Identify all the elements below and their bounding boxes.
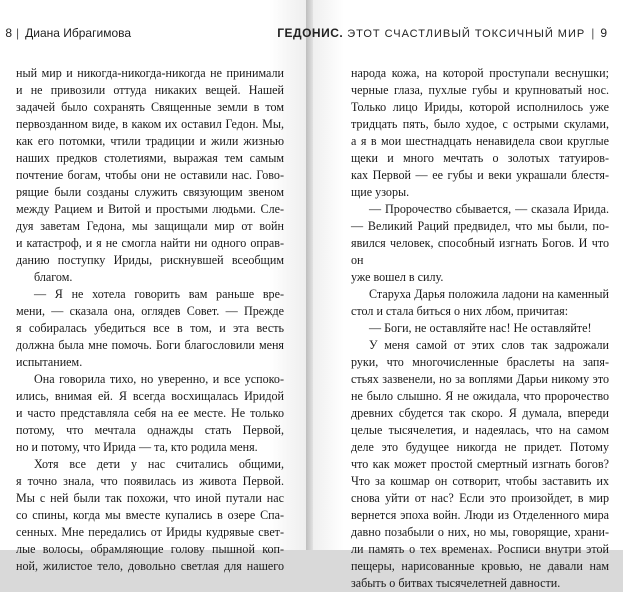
left-page (0, 0, 306, 573)
text-line: наших предков столетиями, выражая тем самым (16, 151, 284, 165)
text-line: — Я не хотела говорить вам раньше вре- (34, 287, 284, 301)
right-page-number: 9 (600, 26, 607, 40)
text-line: Старуха Дарья положила ладони на каменный (369, 287, 609, 301)
text-line: явился человек, способный изгнать Богов. И что он (351, 236, 609, 267)
text-line: но и потому, что Ирида — та, кто родила меня. (16, 440, 258, 454)
text-line: я точно знала, что появилась из живота Первой. (16, 474, 284, 488)
text-line: забыть о битвах тысячелетней давности. (351, 576, 561, 590)
text-line: Она говорила тихо, но уверенно, и все успоко- (34, 372, 284, 386)
text-line: ли память о тех временах. Росписи внутри этой (351, 542, 609, 556)
text-line: Только лицо Ириды, которой исполнилось уже (351, 100, 609, 114)
header-separator: | (16, 26, 20, 40)
text-line: задачей было сохранять Священные земли в том (16, 100, 284, 114)
right-page-body (351, 65, 609, 592)
text-line: — Пророчество сбывается, — сказала Ирида. (369, 202, 609, 216)
text-line: щеки и много мечтать о золотых татуиров- (351, 151, 609, 165)
text-line: — Боги, не оставляйте нас! Не оставляйте! (369, 321, 592, 335)
text-line: давно позабыли о них, но мы, говорящие, храни- (351, 525, 609, 539)
text-line: испытанием. (16, 355, 83, 369)
text-line: стол и стала биться о них лбом, причитая: (351, 304, 569, 318)
text-line: лые волосы, обрамляющие голову пышной коп- (16, 542, 284, 556)
text-line: деле это будущее никогда не придет. Потому (351, 440, 609, 454)
text-line: Хотя все дети у нас считались общими, (34, 457, 284, 471)
book-title: ГЕДОНИС. (277, 26, 344, 40)
text-line: целые тысячелетия, и надеялась, что на самом (351, 423, 609, 437)
text-line: благом. (34, 270, 73, 284)
text-line: уже вошел в силу. (351, 270, 444, 284)
text-line: — Великий Раций предвидел, что мы были, по- (351, 219, 609, 233)
text-line: щие узоры. (351, 185, 410, 199)
text-line: данию поступку Ириды, рискнувшей всеобщим (16, 253, 284, 267)
text-line: не было слышно. Я не ожидала, что пророчество (351, 389, 609, 403)
text-line: дуя заветам Гедона, мы защищали мир от войн (16, 219, 284, 233)
text-line: сенных. Мне передались от Ириды кудрявые свет- (16, 525, 284, 539)
author-name: Диана Ибрагимова (25, 26, 132, 40)
text-line: древних сбудется так скоро. Я думала, впереди (351, 406, 609, 420)
text-line: ной, жилистое тело, довольно светлая для нашего (16, 559, 284, 573)
text-line: руки, что многочисленные браслеты на запя- (351, 355, 609, 369)
text-line: снова уйти от нас? Если это произойдет, в мир (351, 491, 609, 505)
text-line: почтение богам, чтобы они не оставили нас. Гово- (16, 168, 284, 182)
text-line: я собиралась убедиться все в том, и эта весть (16, 321, 284, 335)
text-line: тридцать пять, было худое, с острыми скулами, (351, 117, 609, 131)
text-line: черные глаза, пухлые губы и крупноватый нос. (351, 83, 609, 97)
text-line: а я в мои шестнадцать ненавидела свои круглые (351, 134, 609, 148)
text-line: У меня самой от этих слов так задрожали (369, 338, 609, 352)
book-gutter (306, 0, 313, 550)
left-page-body (16, 65, 284, 575)
text-line: и катастроф, и я не смогла найти ни одного оправ- (16, 236, 284, 250)
text-line: ках Первой — ее губы и веки украшали блестя- (351, 168, 609, 182)
left-running-header (0, 26, 131, 40)
text-line: рящие были созданы служить связующим звеном (16, 185, 284, 199)
text-line: потому, что мечтала однажды стать Первой, (16, 423, 284, 437)
text-line: со спины, когда мы вместе купались в озере Спа- (16, 508, 284, 522)
left-page-number: 8 (5, 26, 12, 40)
text-line: как его потомки, чтили традиции и жили жизнью (16, 134, 284, 148)
book-subtitle: ЭТОТ СЧАСТЛИВЫЙ ТОКСИЧНЫЙ МИР (347, 28, 586, 40)
text-line: первозданном виде, в каком их оставил Гедон. Мы, (16, 117, 284, 131)
text-line: и не привозили оттуда никаких вещей. Нашей (16, 83, 284, 97)
text-line: ились, внимая ей. Я всегда восхищалась Иридой (16, 389, 284, 403)
text-line: и часто представляла себя на ее месте. Не только (16, 406, 284, 420)
text-line: Что за кошмар он сотворит, чтобы заставить их (351, 474, 609, 488)
right-running-header (277, 26, 607, 40)
text-line: Мы с ней были так похожи, что иной путали нас (16, 491, 284, 505)
text-line: пещеры, нарисованные кровью, не давали нам (351, 559, 609, 573)
text-line: ный мир и никогда-никогда-никогда не принимали (16, 66, 284, 80)
text-line: что как может простой смертный изгнать богов? (351, 457, 609, 471)
text-line: вернется эпоха войн. Люди из Отделенного мира (351, 508, 609, 522)
text-line: мени, — сказала она, оглядев Совет. — Прежде (16, 304, 284, 318)
text-line: народа кожа, на которой проступали веснушки; (351, 66, 609, 80)
text-line: должна была мне помочь. Боги благословили меня (16, 338, 284, 352)
header-separator: | (591, 26, 595, 40)
text-line: между Рацием и Витой и простыми людьми. Сле- (16, 202, 284, 216)
text-line: стьях зазвенели, но за воплями Дарьи никому это (351, 372, 609, 386)
